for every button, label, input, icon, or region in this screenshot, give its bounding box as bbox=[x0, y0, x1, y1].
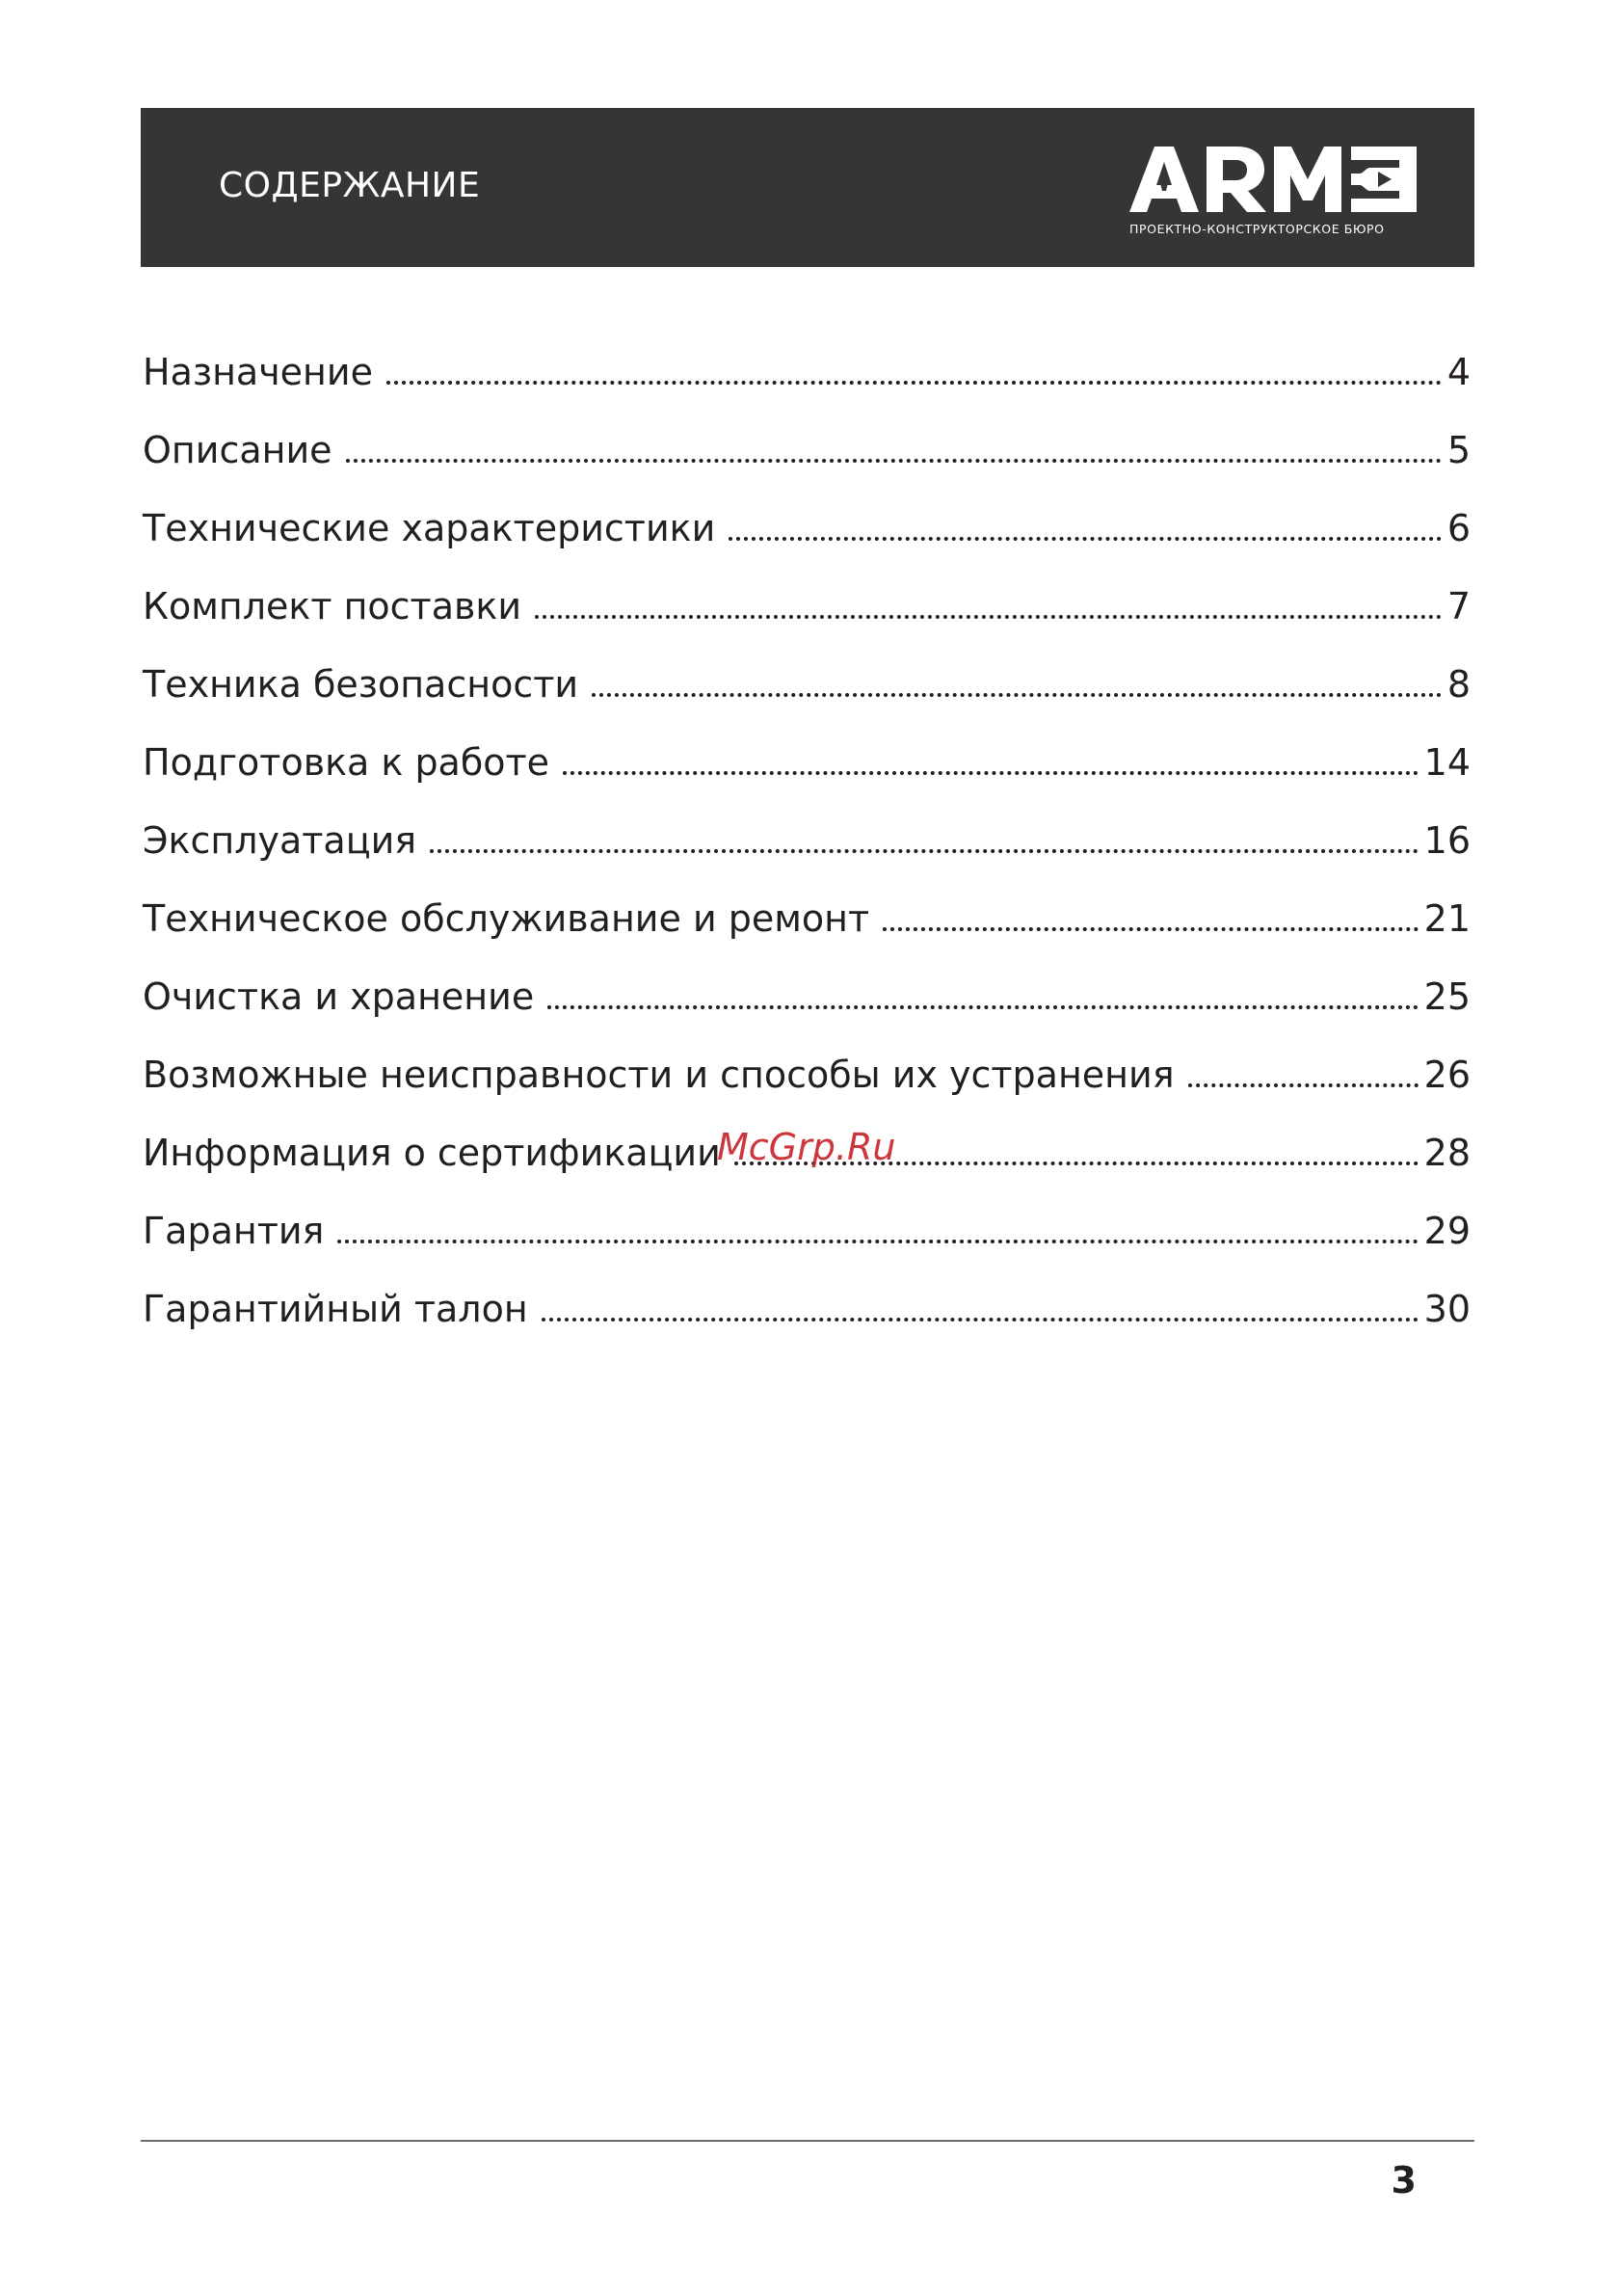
toc-item-page: 28 bbox=[1423, 1132, 1471, 1174]
toc-item-page: 26 bbox=[1423, 1054, 1471, 1096]
table-of-contents bbox=[143, 334, 1471, 1348]
toc-item-title: Описание bbox=[143, 429, 332, 471]
toc-item-page: 14 bbox=[1423, 741, 1471, 784]
toc-dot-leader bbox=[883, 923, 1419, 931]
toc-item-page: 29 bbox=[1423, 1210, 1471, 1252]
toc-item-package-contents bbox=[143, 568, 1471, 646]
toc-item-preparation bbox=[143, 724, 1471, 802]
toc-item-page: 30 bbox=[1423, 1288, 1471, 1330]
toc-item-cleaning-storage bbox=[143, 958, 1471, 1036]
toc-dot-leader bbox=[592, 689, 1442, 697]
toc-dot-leader bbox=[729, 533, 1442, 541]
toc-item-warranty bbox=[143, 1192, 1471, 1270]
toc-item-warranty-card bbox=[143, 1270, 1471, 1348]
toc-item-page: 7 bbox=[1446, 585, 1471, 627]
toc-item-title: Техническое обслуживание и ремонт bbox=[143, 897, 870, 940]
toc-dot-leader bbox=[430, 845, 1419, 853]
toc-dot-leader bbox=[1188, 1080, 1419, 1087]
toc-dot-leader bbox=[547, 1001, 1418, 1009]
footer-divider bbox=[141, 2140, 1474, 2142]
toc-item-specifications bbox=[143, 490, 1471, 568]
toc-item-title: Эксплуатация bbox=[143, 819, 417, 862]
toc-item-title: Возможные неисправности и способы их устранения bbox=[143, 1054, 1175, 1096]
arm-logo-icon bbox=[1129, 145, 1419, 214]
toc-item-page: 8 bbox=[1446, 663, 1471, 706]
toc-item-page: 5 bbox=[1446, 429, 1471, 471]
toc-dot-leader bbox=[542, 1314, 1419, 1322]
toc-item-title: Очистка и хранение bbox=[143, 975, 535, 1018]
toc-item-title: Гарантия bbox=[143, 1210, 325, 1252]
page-number: 3 bbox=[1391, 2159, 1417, 2202]
toc-item-title: Технические характеристики bbox=[143, 507, 716, 549]
toc-item-page: 6 bbox=[1446, 507, 1471, 549]
toc-dot-leader bbox=[386, 377, 1442, 385]
toc-dot-leader bbox=[346, 455, 1442, 463]
toc-item-title: Техника безопасности bbox=[143, 663, 579, 706]
toc-item-page: 4 bbox=[1446, 351, 1471, 393]
toc-item-description bbox=[143, 412, 1471, 490]
toc-item-title: Назначение bbox=[143, 351, 373, 393]
toc-item-purpose bbox=[143, 334, 1471, 412]
watermark: McGrp.Ru bbox=[717, 1126, 896, 1168]
toc-item-maintenance bbox=[143, 880, 1471, 958]
page-title: СОДЕРЖАНИЕ bbox=[219, 166, 481, 205]
logo-subtitle: ПРОЕКТНО-КОНСТРУКТОРСКОЕ БЮРО bbox=[1129, 222, 1385, 236]
arm-logo bbox=[1129, 145, 1419, 241]
toc-item-title: Комплект поставки bbox=[143, 585, 522, 627]
toc-item-title: Гарантийный талон bbox=[143, 1288, 528, 1330]
header-bar bbox=[141, 108, 1474, 267]
toc-item-page: 25 bbox=[1423, 975, 1471, 1018]
toc-item-page: 21 bbox=[1423, 897, 1471, 940]
toc-item-safety bbox=[143, 646, 1471, 724]
toc-item-operation bbox=[143, 802, 1471, 880]
toc-dot-leader bbox=[535, 611, 1442, 619]
toc-dot-leader bbox=[563, 767, 1419, 775]
toc-item-title: Информация о сертификации bbox=[143, 1132, 721, 1174]
toc-item-troubleshooting bbox=[143, 1036, 1471, 1114]
toc-item-title: Подготовка к работе bbox=[143, 741, 550, 784]
toc-item-page: 16 bbox=[1423, 819, 1471, 862]
toc-dot-leader bbox=[337, 1236, 1418, 1243]
